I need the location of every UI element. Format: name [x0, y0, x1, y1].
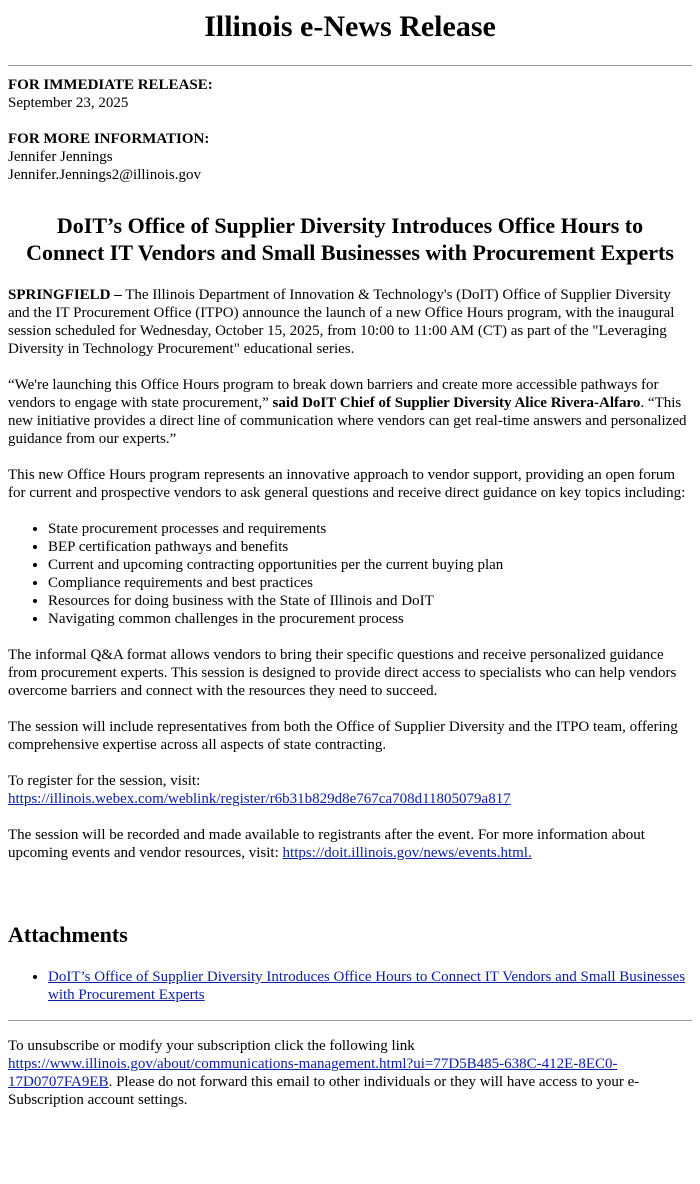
release-date: September 23, 2025 [8, 95, 129, 111]
headline: DoIT’s Office of Supplier Diversity Introduces Office Hours to Connect IT Vendors and Small Businesses with Procurement Experts [26, 213, 674, 265]
paragraph-quote [8, 376, 692, 448]
divider [8, 65, 692, 66]
list-item [48, 968, 692, 1004]
list-item: • BEP certification pathways and benefits [48, 538, 692, 556]
paragraph-register [8, 772, 692, 808]
paragraph-program: This new Office Hours program represents an innovative approach to vendor support, providing an open forum for current and prospective vendors to ask general questions and receive direct guidance on key topics including: [8, 467, 686, 501]
list-item: • Compliance requirements and best practices [48, 574, 692, 592]
recording-text: The session will be recorded and made available to registrants after the event. For more information about upcoming events and vendor resources, visit: [8, 827, 645, 861]
footer [8, 1037, 692, 1109]
list-item: • Navigating common challenges in the procurement process [48, 610, 692, 628]
paragraph-format: The informal Q&A format allows vendors to bring their specific questions and receive personalized guidance from procurement experts. This session is designed to provide direct access to specialists who can help vendors overcome barriers and connect with the resources they need to succeed. [8, 647, 677, 699]
contact-info [8, 130, 692, 184]
list-item: • State procurement processes and requirements [48, 520, 692, 538]
quote-part-2: . “This new initiative provides a direct line of communication where vendors can get real-time answers and personalized guidance from our experts.” [8, 395, 687, 447]
attachments-heading: Attachments [8, 922, 128, 947]
quote-part-1: “We're launching this Office Hours program to break down barriers and create more accessible pathways for vendors to engage with state procurement,” [8, 377, 659, 411]
list-item: • Resources for doing business with the State of Illinois and DoIT [48, 592, 692, 610]
page-title: Illinois e-News Release [204, 10, 496, 43]
divider [8, 1020, 692, 1021]
events-link[interactable]: https://doit.illinois.gov/news/events.html. [282, 845, 532, 861]
list-item: • Current and upcoming contracting opportunities per the current buying plan [48, 556, 692, 574]
unsubscribe-link[interactable]: https://www.illinois.gov/about/communications-management.html?ui=77D5B485-638C-412E-8EC0-17D0707FA9EB [8, 1056, 618, 1090]
release-info [8, 76, 692, 112]
dateline: SPRINGFIELD – [8, 287, 122, 303]
register-text: To register for the session, visit: [8, 773, 201, 789]
release-label: FOR IMMEDIATE RELEASE: [8, 77, 213, 93]
unsubscribe-text: To unsubscribe or modify your subscription click the following link [8, 1038, 415, 1054]
attachments-list [8, 968, 692, 1004]
paragraph-intro [8, 286, 692, 358]
contact-label: FOR MORE INFORMATION: [8, 131, 210, 147]
contact-email: Jennifer.Jennings2@illinois.gov [8, 167, 201, 183]
email-page [0, 10, 700, 1109]
quote-attribution: said DoIT Chief of Supplier Diversity Alice Rivera-Alfaro [272, 395, 641, 411]
attachment-link[interactable]: DoIT’s Office of Supplier Diversity Introduces Office Hours to Connect IT Vendors and Small Businesses with Procurement Experts [48, 969, 686, 1003]
paragraph-representatives: The session will include representatives from both the Office of Supplier Diversity and the ITPO team, offering comprehensive expertise across all aspects of state contracting. [8, 719, 678, 753]
contact-name: Jennifer Jennings [8, 149, 113, 165]
paragraph-recording [8, 826, 692, 862]
footer-notice: . Please do not forward this email to other individuals or they will have access to your e-Subscription account settings. [8, 1074, 640, 1108]
register-link[interactable]: https://illinois.webex.com/weblink/register/r6b31b829d8e767ca708d11805079a817 [8, 791, 511, 807]
topics-list [8, 520, 692, 628]
intro-text: The Illinois Department of Innovation & Technology's (DoIT) Office of Supplier Diversity and the IT Procurement Office (ITPO) announce the launch of a new Office Hours program, with the inaugural session scheduled for Wednesday, October 15, 2025, from 10:00 to 11:00 AM (CT) as part of the "Leveraging Diversity in Technology Procurement" educational series. [8, 287, 675, 357]
